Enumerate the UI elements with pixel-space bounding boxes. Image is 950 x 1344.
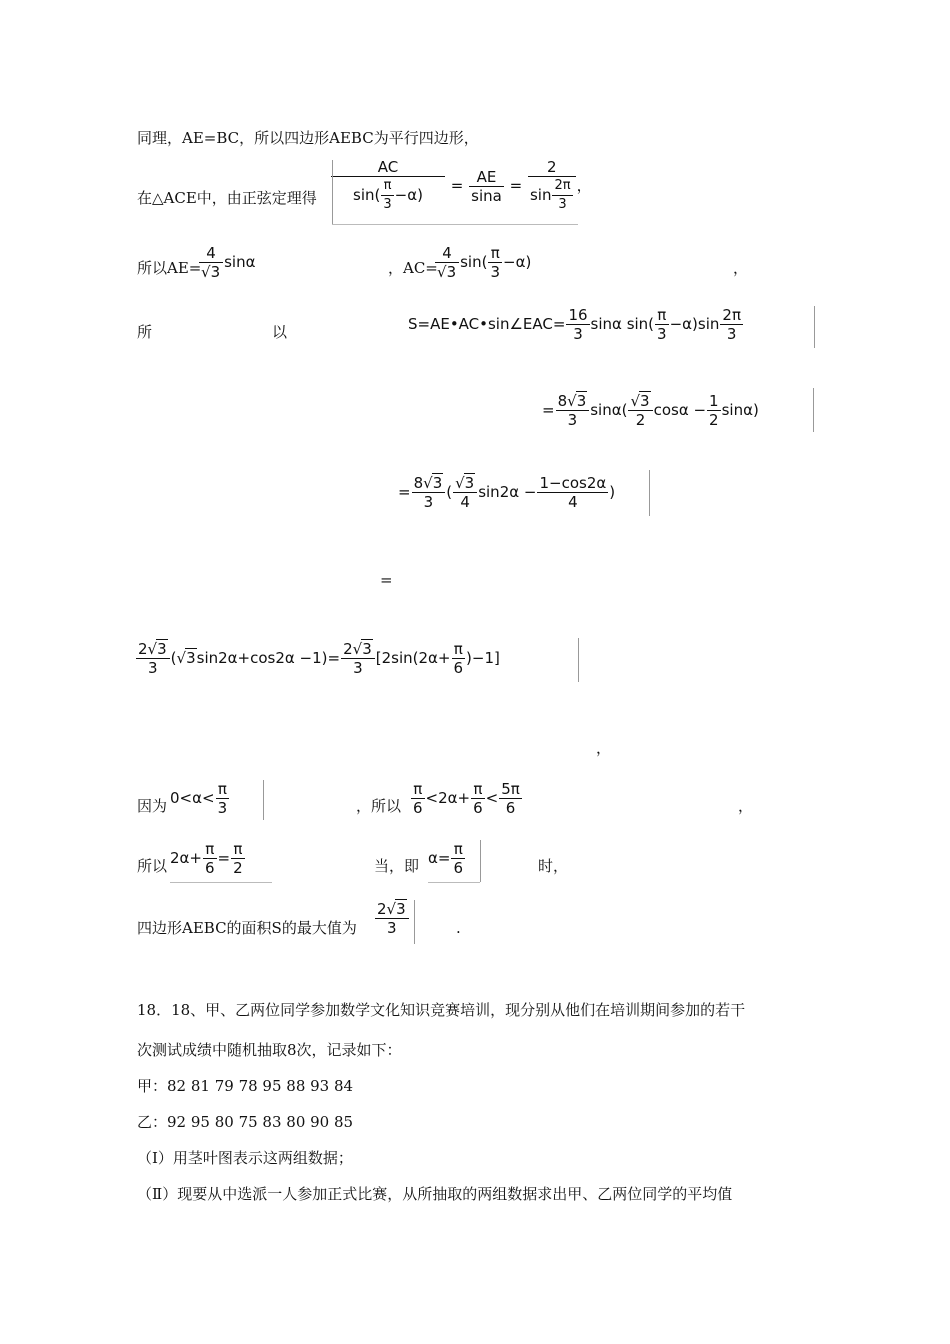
text-line-3-mid: ，AC=	[388, 259, 438, 277]
range2-formula: $\frac{\pi}{6}$ <2α+ $\frac{\pi}{6}$ < $\frac{5\pi}{6}$	[413, 780, 520, 817]
text-line-8-comma: ，	[596, 739, 612, 757]
problem-18-line-3: 甲：82 81 79 78 95 88 93 84	[137, 1077, 354, 1095]
text-line-4-b: 以	[272, 323, 288, 341]
text-line-9-prefix: 因为	[137, 797, 168, 815]
text-line-11-end: .	[456, 919, 461, 937]
text-line-10-prefix: 所以	[137, 857, 168, 875]
text-line-3-prefix: 所以AE=	[137, 259, 202, 277]
text-line-4-a: 所	[137, 323, 153, 341]
problem-18-line-1: 18．18、甲、乙两位同学参加数学文化知识竞赛培训，现分别从他们在培训期间参加的若干	[137, 1001, 746, 1019]
s-formula: S=AE•AC•sin∠EAC= $\frac{16}{3}$ sinα sin( $\frac{\pi}{3}$ −α)sin $\frac{2\pi}{3}$	[408, 306, 741, 343]
text-line-11-prefix: 四边形AEBC的面积S的最大值为	[137, 919, 357, 937]
text-line-3-end: ，	[733, 259, 749, 277]
range1-formula: 0<α< $\frac{\pi}{3}$	[170, 780, 228, 817]
problem-18-line-5: （Ⅰ）用茎叶图表示这两组数据；	[137, 1149, 353, 1167]
text-line-10-end: 时，	[538, 857, 569, 875]
text-line-1: 同理，AE=BC，所以四边形AEBC为平行四边形，	[137, 129, 479, 147]
ac-formula: $\frac{4}{√3}$ sin( $\frac{\pi}{3}$ −α)	[437, 244, 532, 281]
text-line-10-mid: 当，即	[374, 857, 420, 875]
problem-18-line-6: （Ⅱ）现要从中选派一人参加正式比赛，从所抽取的两组数据求出甲、乙两位同学的平均值	[137, 1185, 733, 1203]
ae-formula: $\frac{4}{√3}$ sinα	[201, 244, 256, 281]
sine-law-formula: AC sin( $\frac{\pi}{3}$ −α) = $\frac{AE}{\sin a}$ = 2 sin $\frac{2\pi}{3}$ ，	[330, 158, 592, 214]
cond2-formula: α= $\frac{\pi}{6}$	[428, 840, 464, 877]
text-line-2-prefix: 在△ACE中，由正弦定理得	[137, 189, 317, 207]
text-line-9-end: ，	[738, 797, 754, 815]
cond1-formula: 2α+ $\frac{\pi}{6}$ = $\frac{\pi}{2}$	[170, 840, 243, 877]
step2-formula: = $\frac{8√3}{3}$ sinα( $\frac{√3}{2}$ cosα − $\frac{1}{2}$ sinα)	[542, 392, 759, 429]
text-line-5-eq: =	[380, 571, 393, 589]
step4-formula: $\frac{2√3}{3}$ (√3sin2α+cos2α −1)= $\frac{2√3}{3}$ [2sin(2α+ $\frac{\pi}{6}$ )−1]	[138, 640, 500, 677]
text-line-9-mid: ，所以	[356, 797, 402, 815]
problem-18-line-4: 乙：92 95 80 75 83 80 90 85	[137, 1113, 354, 1131]
problem-18-line-2: 次测试成绩中随机抽取8次，记录如下：	[137, 1041, 402, 1059]
step3-formula: = $\frac{8√3}{3}$ ( $\frac{√3}{4}$ sin2α − $\frac{1-\cos 2\alpha}{4}$ )	[398, 474, 616, 511]
max-value-formula: $\frac{2√3}{3}$	[374, 900, 410, 937]
